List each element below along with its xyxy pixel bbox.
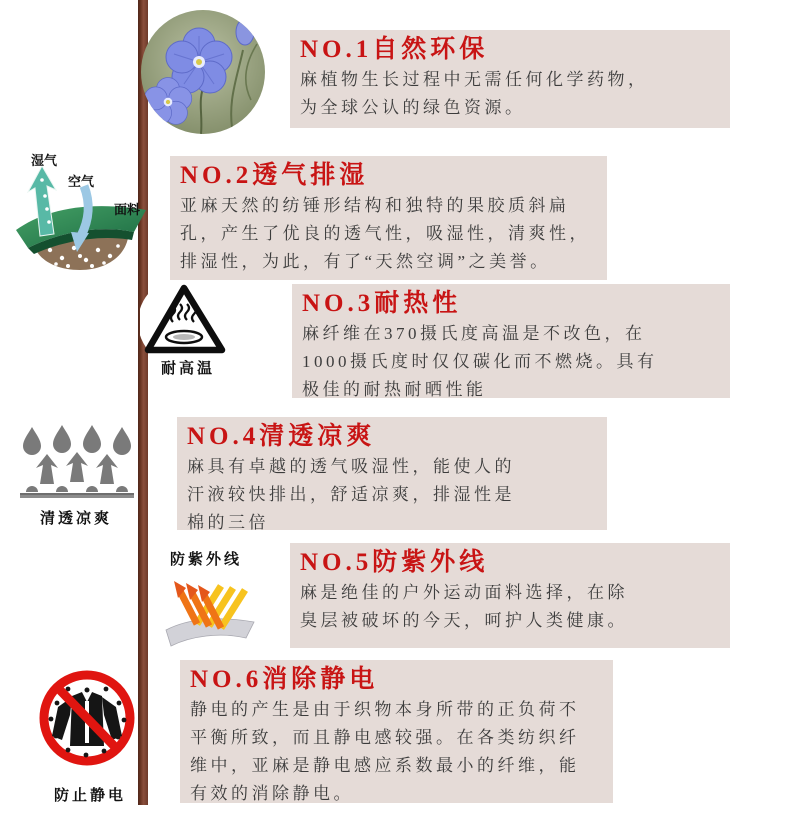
body-line: 有效的消除静电。: [190, 784, 354, 803]
body-line: 静电的产生是由于织物本身所带的正负荷不: [190, 700, 580, 719]
body-line: 麻是绝佳的户外运动面料选择，在除: [300, 583, 628, 602]
anti-static-prohibition-icon: [32, 663, 142, 773]
body-line: 麻具有卓越的透气吸湿性，能使人的: [187, 457, 515, 476]
air-label: 空气: [68, 174, 95, 189]
body-line: 排湿性，为此，有了“天然空调”之美誉。: [180, 252, 551, 271]
section-2-title: NO.2透气排湿: [180, 162, 369, 189]
body-line: 汗液较快排出，舒适凉爽，排湿性是: [187, 485, 515, 504]
up-arrows: [36, 452, 118, 484]
section-4-panel: [177, 417, 607, 530]
heat-resistant-label: 耐高温: [161, 360, 216, 377]
section-5-panel: [290, 543, 730, 648]
body-line: 为全球公认的绿色资源。: [300, 98, 526, 117]
section-1-title: NO.1自然环保: [300, 36, 489, 63]
water-drops: [23, 425, 131, 455]
moisture-label: 湿气: [31, 153, 58, 168]
body-line: 平衡所致，而且静电感较强。在各类纺织纤: [190, 728, 580, 747]
uv-protection-icon: [163, 578, 257, 650]
surface-bumps: [26, 486, 128, 492]
flax-flower-photo-icon: [141, 10, 265, 134]
cool-breathable-label: 清透凉爽: [40, 510, 113, 527]
body-line: 棉的三倍: [187, 513, 269, 530]
body-line: 麻植物生长过程中无需任何化学药物，: [300, 70, 649, 89]
body-line: 维中，亚麻是静电感应系数最小的纤维，能: [190, 756, 580, 775]
anti-static-label: 防止静电: [54, 787, 127, 804]
section-6-panel: [180, 660, 613, 803]
section-6-title: NO.6消除静电: [190, 666, 379, 693]
section-3-panel: [292, 284, 730, 398]
body-line: 臭层被破坏的今天，呵护人类健康。: [300, 611, 628, 630]
section-5-title: NO.5防紫外线: [300, 549, 489, 576]
section-4-title: NO.4清透凉爽: [187, 423, 376, 450]
uv-protection-label: 防紫外线: [170, 551, 243, 568]
section-2-panel: [170, 156, 607, 280]
breathability-diagram-icon: [8, 146, 148, 278]
body-line: 孔，产生了优良的透气性，吸湿性，清爽性，: [180, 224, 590, 243]
body-line: 麻纤维在370摄氏度高温是不改色，在: [302, 324, 646, 343]
section-1-panel: [290, 30, 730, 128]
body-line: 1000摄氏度时仅仅碳化而不燃烧。具有: [302, 352, 658, 371]
section-3-title: NO.3耐热性: [302, 290, 462, 317]
moisture-wicking-icon: [18, 424, 136, 504]
fabric-label: 面料: [114, 202, 141, 217]
body-line: 亚麻天然的纺锤形结构和独特的果胶质斜扁: [180, 196, 570, 215]
body-line: 极佳的耐热耐晒性能: [302, 380, 487, 398]
